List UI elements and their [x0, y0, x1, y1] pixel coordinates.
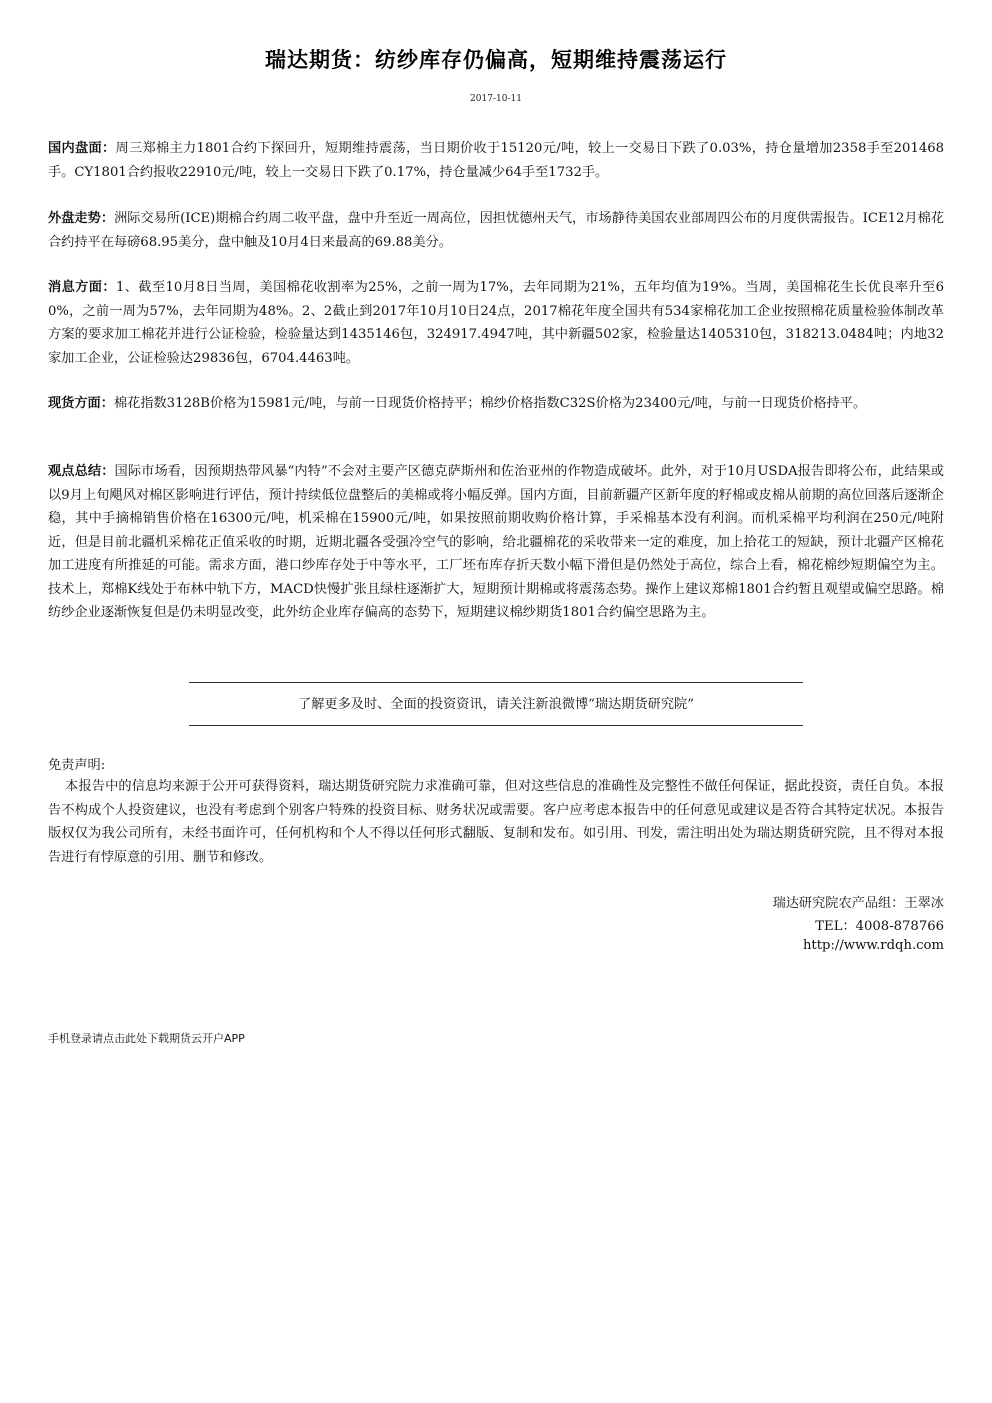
section-heading: 现货方面： — [48, 396, 114, 411]
section-text: 国际市场看，因预期热带风暴“内特”不会对主要产区德克萨斯州和佐治亚州的作物造成破坏。此外，对于10月USDA报告即将公布，此结果或以9月上旬飓风对棉区影响进行评估，预计持续低位盘整后的美棉或将小幅反弹。国内方面，目前新疆产区新年度的籽棉或皮棉从前期的高位回落后逐渐企稳，其中手摘棉销售价格在16300元/吨，机采棉在15900元/吨，如果按照前期收购价格计算，手采棉基本没有利润。而机采棉平均利润在250元/吨附近，但是目前北疆机采棉花正值采收的时期，近期北疆各受强冷空气的影响，给北疆棉花的采收带来一定的难度，加上拾花工的短缺，预计北疆产区棉花加工进度有所推延的可能。需求方面，港口纱库存处于中等水平，工厂坯布库存折天数小幅下滑但是仍然处于高位，综合上看，棉花棉纱短期偏空为主。技术上，郑棉K线处于布林中轨下方，MACD快慢扩张且绿柱逐渐扩大，短期预计期棉或将震荡态势。操作上建议郑棉1801合约暂且观望或偏空思路。棉纺纱企业逐渐恢复但是仍未明显改变，此外纺企业库存偏高的态势下，短期建议棉纱期货1801合约偏空思路为主。 — [48, 464, 944, 620]
section-heading: 观点总结： — [48, 464, 115, 479]
section-summary — [48, 460, 944, 625]
section-spot — [48, 392, 944, 416]
page-title: 瑞达期货：纺纱库存仍偏高，短期维持震荡运行 — [265, 48, 727, 72]
app-download-link[interactable]: 手机登录请点击此处下载期货云开户APP — [48, 1032, 245, 1045]
section-overseas — [48, 207, 944, 254]
section-heading: 消息方面： — [48, 280, 116, 295]
disclaimer-text: 本报告中的信息均来源于公开可获得资料，瑞达期货研究院力求准确可靠，但对这些信息的准确性及完整性不做任何保证，据此投资，责任自负。本报告不构成个人投资建议，也没有考虑到个别客户特殊的投资目标、财务状况或需要。客户应考虑本报告中的任何意见或建议是否符合其特定状况。本报告版权仅为我公司所有，未经书面许可，任何机构和个人不得以任何形式翻版、复制和发布。如引用、刊发，需注明出处为瑞达期货研究院，且不得对本报告进行有悖原意的引用、删节和修改。 — [48, 779, 944, 865]
section-heading: 外盘走势： — [48, 211, 115, 226]
signature-tel: TEL：4008-878766 — [815, 919, 944, 934]
weibo-follow-note: 了解更多及时、全面的投资资讯，请关注新浪微博“瑞达期货研究院” — [298, 697, 694, 712]
section-heading: 国内盘面： — [48, 141, 116, 156]
signature-author: 瑞达研究院农产品组：王翠冰 — [772, 896, 944, 911]
report-date: 2017-10-11 — [470, 94, 522, 104]
section-text: 棉花指数3128B价格为15981元/吨，与前一日现货价格持平；棉纱价格指数C32S价格为23400元/吨，与前一日现货价格持平。 — [113, 396, 867, 411]
disclaimer-title: 免责声明: — [48, 758, 106, 773]
divider-bottom — [189, 725, 803, 726]
section-text: 洲际交易所(ICE)期棉合约周二收平盘，盘中升至近一周高位，因担忧德州天气，市场静待美国农业部周四公布的月度供需报告。ICE12月棉花合约持平在每磅68.95美分，盘中触及10月4日来最高的69.88美分。 — [48, 211, 945, 250]
signature-website[interactable]: http://www.rdqh.com — [802, 938, 944, 953]
section-text: 周三郑棉主力1801合约下探回升，短期维持震荡，当日期价收于15120元/吨，较上一交易日下跌了0.03%，持仓量增加2358手至201468手。CY1801合约报收22910元/吨，较上一交易日下跌了0.17%，持仓量减少64手至1732手。 — [48, 141, 945, 180]
section-news — [48, 276, 944, 370]
section-domestic — [48, 137, 944, 184]
section-text: 1、截至10月8日当周，美国棉花收割率为25%，之前一周为17%，去年同期为21%，五年均值为19%。当周，美国棉花生长优良率升至60%，之前一周为57%，去年同期为48%。2、2截止到2017年10月10日24点，2017棉花年度全国共有534家棉花加工企业按照棉花质量检验体制改革方案的要求加工棉花并进行公证检验，检验量达到1435146包，324917.4947吨，其中新疆502家，检验量达1405310包，318213.0484吨；内地32家加工企业，公证检验达29836包，6704.4463吨。 — [48, 280, 944, 366]
divider-top — [189, 682, 803, 683]
